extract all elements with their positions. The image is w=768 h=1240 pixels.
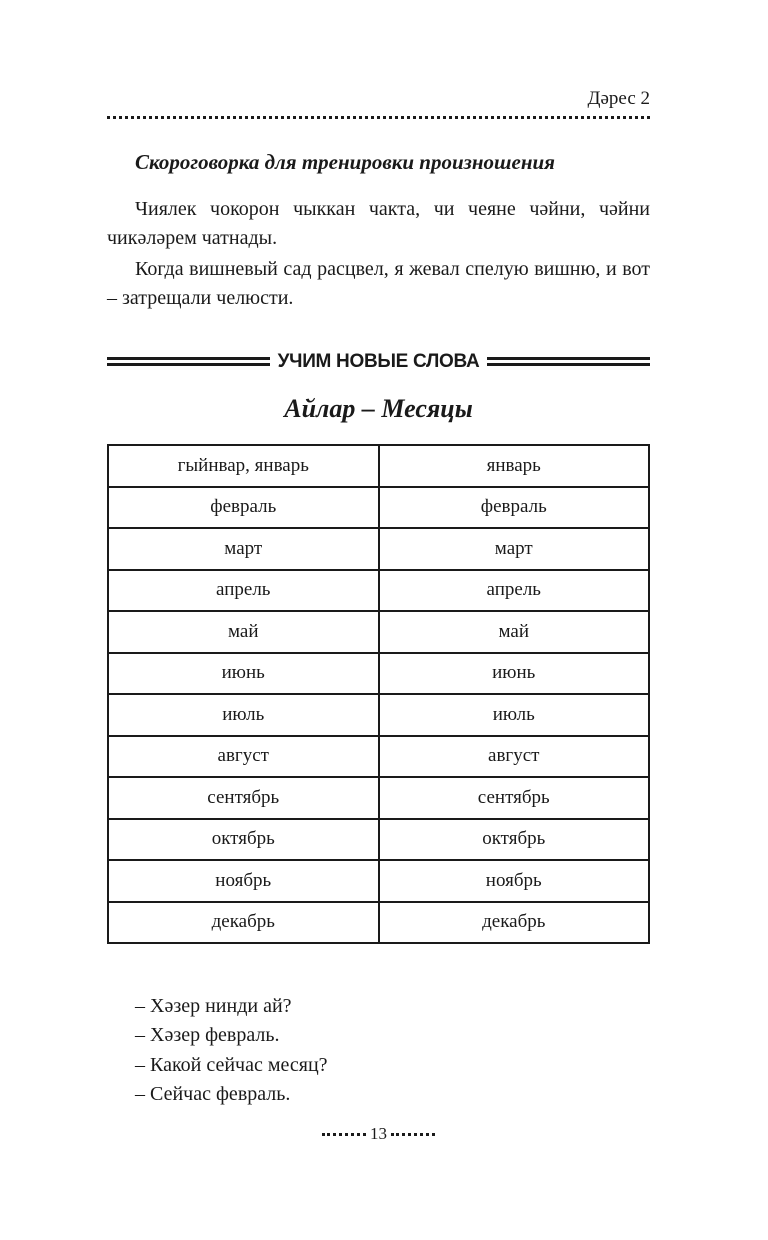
month-tatar-cell: февраль [108,487,379,529]
month-russian-cell: июль [379,694,650,736]
table-row [108,819,649,861]
table-row [108,736,649,778]
month-russian-cell: сентябрь [379,777,650,819]
page-footer [107,1124,650,1144]
table-row [108,445,649,487]
banner-label: УЧИМ НОВЫЕ СЛОВА [277,351,480,372]
tongue-twister-tatar: Чиялек чокорон чыккан чакта, чи чеяне чәйни, чәйни чикәләрем чатнады. [107,198,650,249]
dialog-line: – Хәзер нинди ай? [135,995,292,1017]
table-row [108,694,649,736]
dialog-russian [135,1051,328,1109]
banner-rule-left [107,357,270,366]
footer-dots-left [322,1133,366,1136]
months-title: Айлар – Месяцы [284,394,473,423]
header-dotted-rule [107,116,650,119]
month-russian-cell: май [379,611,650,653]
table-row [108,777,649,819]
month-tatar-cell: ноябрь [108,860,379,902]
month-tatar-cell: июнь [108,653,379,695]
tongue-twister-russian: Когда вишневый сад расцвел, я жевал спелую вишню, и вот – затрещали челюсти. [107,258,650,309]
month-tatar-cell: март [108,528,379,570]
tongue-twister-title: Скороговорка для тренировки произношения [135,150,555,174]
table-row [108,902,649,944]
footer-dots-right [391,1133,435,1136]
month-tatar-cell: май [108,611,379,653]
month-russian-cell: август [379,736,650,778]
month-russian-cell: март [379,528,650,570]
month-russian-cell: июнь [379,653,650,695]
table-row [108,487,649,529]
banner-rule-right [487,357,650,366]
month-russian-cell: декабрь [379,902,650,944]
table-row [108,570,649,612]
table-row [108,611,649,653]
dialog-line: – Сейчас февраль. [135,1083,291,1105]
table-row [108,528,649,570]
month-tatar-cell: октябрь [108,819,379,861]
month-tatar-cell: декабрь [108,902,379,944]
running-head: Дәрес 2 [587,88,650,109]
dialog-line: – Хәзер февраль. [135,1024,280,1046]
month-tatar-cell: сентябрь [108,777,379,819]
table-row [108,653,649,695]
section-banner [107,347,650,377]
table-row [108,860,649,902]
month-tatar-cell: июль [108,694,379,736]
month-russian-cell: февраль [379,487,650,529]
month-russian-cell: октябрь [379,819,650,861]
book-page [107,0,650,1240]
month-russian-cell: апрель [379,570,650,612]
dialog-tatar [135,992,292,1050]
dialog-line: – Какой сейчас месяц? [135,1054,328,1076]
months-table [107,444,650,944]
month-tatar-cell: август [108,736,379,778]
month-russian-cell: январь [379,445,650,487]
page-number: 13 [370,1124,387,1143]
month-tatar-cell: апрель [108,570,379,612]
month-tatar-cell: гыйнвар, январь [108,445,379,487]
month-russian-cell: ноябрь [379,860,650,902]
